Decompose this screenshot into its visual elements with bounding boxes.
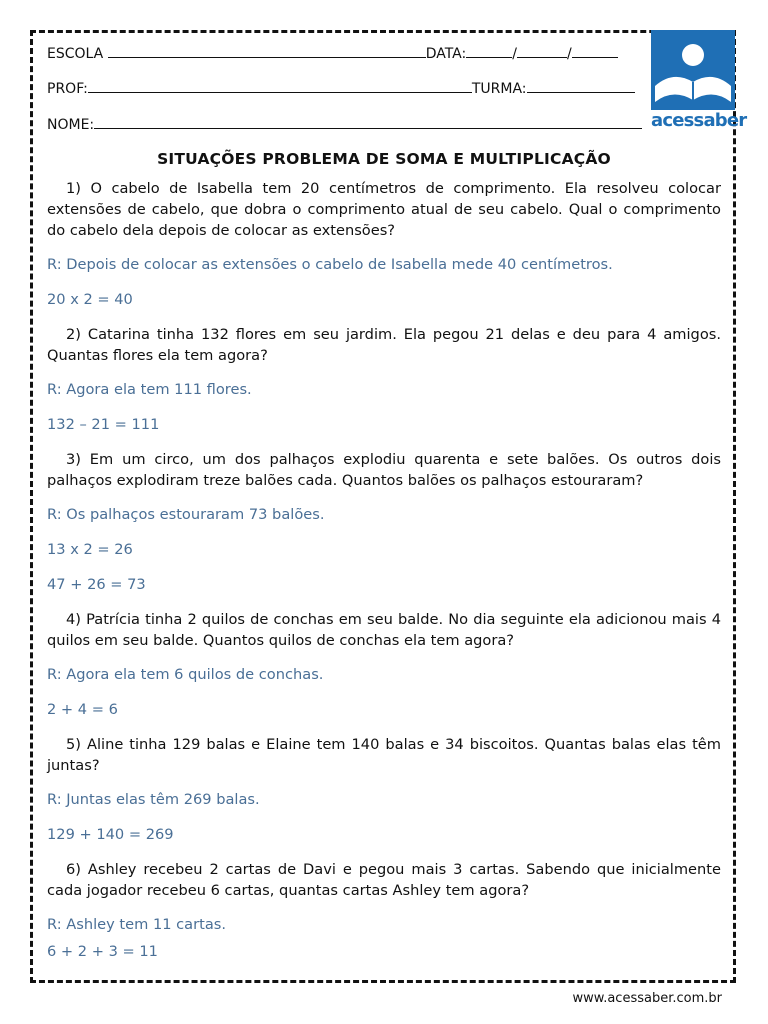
acessaber-logo [651, 30, 747, 132]
nome-row [47, 115, 642, 134]
problem-answer: R: Os palhaços estouraram 73 balões. [47, 506, 325, 523]
problem-answer: R: Agora ela tem 6 quilos de conchas. [47, 666, 324, 683]
date-separator: / [512, 46, 517, 62]
problem-calculation: 132 – 21 = 111 [47, 416, 160, 433]
problem-calculation: 13 x 2 = 26 [47, 541, 133, 558]
problem-answer: R: Ashley tem 11 cartas. [47, 916, 227, 933]
prof-label: PROF: [47, 81, 88, 97]
escola-row [47, 44, 618, 63]
nome-field[interactable] [94, 115, 642, 129]
problem-question: 2) Catarina tinha 132 flores em seu jardim. Ela pegou 21 delas e deu para 4 amigos. Quantas flores ela tem agora? [47, 326, 721, 364]
prof-field[interactable] [88, 79, 472, 93]
problem-answer: R: Juntas elas têm 269 balas. [47, 791, 260, 808]
problem-calculation: 47 + 26 = 73 [47, 576, 146, 593]
problem-3 [47, 449, 721, 595]
problem-question: 3) Em um circo, um dos palhaços explodiu quarenta e sete balões. Os outros dois palhaços explodiram treze balões cada. Quantos balões os palhaços estouraram? [47, 451, 721, 489]
problem-2 [47, 324, 721, 435]
problem-question: 1) O cabelo de Isabella tem 20 centímetros de comprimento. Ela resolveu colocar extensões de cabelo, que dobra o comprimento atual de seu cabelo. Qual o comprimento do cabelo dela depois de colocar as extensões? [47, 180, 721, 239]
date-separator: / [566, 46, 572, 62]
problem-4 [47, 609, 721, 720]
page-title: SITUAÇÕES PROBLEMA DE SOMA E MULTIPLICAÇÃO [157, 150, 611, 168]
problem-calculation: 6 + 2 + 3 = 11 [47, 943, 158, 960]
problems-list [47, 178, 721, 976]
problem-calculation: 20 x 2 = 40 [47, 291, 133, 308]
problem-calculation: 2 + 4 = 6 [47, 701, 118, 718]
nome-label: NOME: [47, 117, 95, 133]
data-label: DATA: [425, 46, 467, 62]
problem-answer: R: Agora ela tem 111 flores. [47, 381, 252, 398]
problem-question: 5) Aline tinha 129 balas e Elaine tem 140 balas e 34 biscoitos. Quantas balas elas têm juntas? [47, 736, 721, 774]
date-day-field[interactable] [466, 44, 512, 58]
book-reader-icon [651, 30, 735, 110]
prof-row [47, 79, 635, 98]
problem-question: 6) Ashley recebeu 2 cartas de Davi e pegou mais 3 cartas. Sabendo que inicialmente cada jogador recebeu 6 cartas, quantas cartas Ashley tem agora? [47, 861, 721, 899]
problem-5 [47, 734, 721, 845]
problem-question: 4) Patrícia tinha 2 quilos de conchas em seu balde. No dia seguinte ela adicionou mais 4 quilos em seu balde. Quantos quilos de conchas ela tem agora? [47, 611, 721, 649]
problem-answer: R: Depois de colocar as extensões o cabelo de Isabella mede 40 centímetros. [47, 256, 613, 273]
date-year-field[interactable] [572, 44, 618, 58]
escola-label: ESCOLA [47, 46, 104, 62]
problem-1 [47, 178, 721, 310]
problem-calculation: 129 + 140 = 269 [47, 826, 174, 843]
problem-6 [47, 859, 721, 962]
logo-wordmark: acessaber [651, 110, 747, 131]
escola-field[interactable] [108, 44, 426, 58]
date-month-field[interactable] [517, 44, 567, 58]
turma-label: TURMA: [471, 81, 527, 97]
footer-url: www.acessaber.com.br [572, 991, 722, 1006]
turma-field[interactable] [527, 79, 635, 93]
